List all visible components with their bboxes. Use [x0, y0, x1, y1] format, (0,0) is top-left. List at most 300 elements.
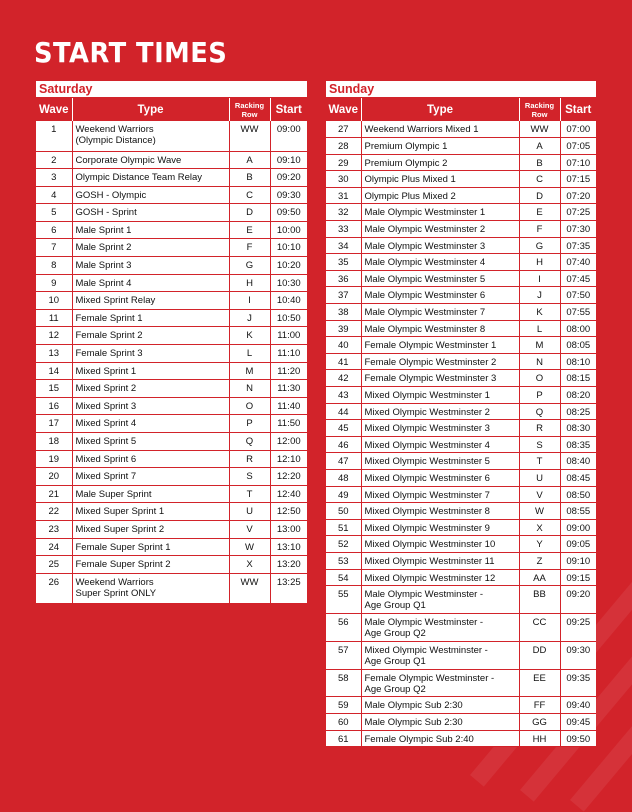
start-time-cell: 09:15 — [560, 569, 596, 586]
start-time-cell: 11:50 — [270, 415, 307, 433]
type-cell: Mixed Sprint 3 — [72, 397, 229, 415]
type-cell: Female Sprint 1 — [72, 309, 229, 327]
racking-row-cell: CC — [519, 613, 560, 641]
racking-row-cell: A — [519, 138, 560, 155]
racking-row-cell: U — [519, 469, 560, 486]
racking-row-cell: Y — [519, 536, 560, 553]
racking-row-cell: WW — [229, 573, 270, 603]
start-time-cell: 08:10 — [560, 353, 596, 370]
table-row — [326, 138, 596, 155]
start-time-cell: 08:25 — [560, 403, 596, 420]
start-time-cell: 09:00 — [560, 519, 596, 536]
type-cell: Corporate Olympic Wave — [72, 151, 229, 169]
day-title-sunday: Sunday — [326, 81, 596, 98]
saturday-table — [36, 81, 307, 604]
table-row — [326, 237, 596, 254]
wave-cell: 18 — [36, 433, 72, 451]
type-cell: Male Olympic Westminster - Age Group Q1 — [361, 586, 519, 614]
wave-cell: 36 — [326, 270, 361, 287]
table-row — [36, 327, 307, 345]
table-row — [326, 221, 596, 238]
table-row — [36, 556, 307, 574]
type-cell: Male Olympic Sub 2:30 — [361, 713, 519, 730]
table-row — [36, 468, 307, 486]
start-time-cell: 12:20 — [270, 468, 307, 486]
start-time-cell: 09:10 — [270, 151, 307, 169]
racking-row-cell: F — [229, 239, 270, 257]
type-cell: Male Olympic Westminster 7 — [361, 304, 519, 321]
wave-cell: 59 — [326, 697, 361, 714]
racking-row-cell: I — [229, 292, 270, 310]
start-time-cell: 10:50 — [270, 309, 307, 327]
wave-cell: 30 — [326, 171, 361, 188]
racking-row-cell: S — [229, 468, 270, 486]
wave-cell: 61 — [326, 730, 361, 747]
type-cell: Mixed Olympic Westminster 1 — [361, 387, 519, 404]
wave-cell: 48 — [326, 469, 361, 486]
table-row — [36, 257, 307, 275]
table-row — [326, 154, 596, 171]
racking-row-cell: B — [229, 169, 270, 187]
wave-cell: 29 — [326, 154, 361, 171]
type-cell: Weekend Warriors Mixed 1 — [361, 121, 519, 138]
header-start: Start — [270, 98, 307, 121]
racking-row-cell: R — [229, 450, 270, 468]
table-row — [36, 520, 307, 538]
table-row — [326, 436, 596, 453]
start-time-cell: 07:45 — [560, 270, 596, 287]
racking-row-cell: C — [519, 171, 560, 188]
racking-row-cell: Z — [519, 552, 560, 569]
racking-row-cell: Q — [229, 433, 270, 451]
type-cell: Mixed Olympic Westminster 11 — [361, 552, 519, 569]
table-row — [36, 503, 307, 521]
start-time-cell: 07:35 — [560, 237, 596, 254]
header-type: Type — [361, 98, 519, 121]
wave-cell: 46 — [326, 436, 361, 453]
wave-cell: 44 — [326, 403, 361, 420]
type-cell: GOSH - Olympic — [72, 186, 229, 204]
table-row — [326, 713, 596, 730]
wave-cell: 35 — [326, 254, 361, 271]
type-cell: Premium Olympic 2 — [361, 154, 519, 171]
wave-cell: 1 — [36, 121, 72, 151]
wave-cell: 52 — [326, 536, 361, 553]
wave-cell: 19 — [36, 450, 72, 468]
racking-row-cell: J — [229, 309, 270, 327]
start-time-cell: 07:50 — [560, 287, 596, 304]
type-cell: Mixed Olympic Westminster 12 — [361, 569, 519, 586]
type-cell: Mixed Sprint 5 — [72, 433, 229, 451]
racking-row-cell: S — [519, 436, 560, 453]
type-cell: Mixed Olympic Westminster 4 — [361, 436, 519, 453]
header-wave: Wave — [326, 98, 361, 121]
type-cell: Mixed Super Sprint 1 — [72, 503, 229, 521]
type-cell: Olympic Plus Mixed 2 — [361, 187, 519, 204]
wave-cell: 47 — [326, 453, 361, 470]
wave-cell: 12 — [36, 327, 72, 345]
table-row — [326, 121, 596, 138]
racking-row-cell: G — [229, 257, 270, 275]
racking-row-cell: GG — [519, 713, 560, 730]
start-time-cell: 10:00 — [270, 221, 307, 239]
wave-cell: 54 — [326, 569, 361, 586]
type-cell: Male Sprint 2 — [72, 239, 229, 257]
start-time-cell: 11:40 — [270, 397, 307, 415]
start-time-cell: 09:25 — [560, 613, 596, 641]
table-row — [36, 274, 307, 292]
type-cell: Mixed Olympic Westminster - Age Group Q1 — [361, 641, 519, 669]
racking-row-cell: C — [229, 186, 270, 204]
wave-cell: 27 — [326, 121, 361, 138]
header-start: Start — [560, 98, 596, 121]
table-row — [36, 485, 307, 503]
racking-row-cell: H — [229, 274, 270, 292]
start-time-cell: 12:50 — [270, 503, 307, 521]
wave-cell: 34 — [326, 237, 361, 254]
type-cell: Male Olympic Westminster - Age Group Q2 — [361, 613, 519, 641]
racking-row-cell: P — [229, 415, 270, 433]
table-row — [326, 453, 596, 470]
table-row — [326, 403, 596, 420]
racking-row-cell: G — [519, 237, 560, 254]
racking-row-cell: O — [229, 397, 270, 415]
type-cell: GOSH - Sprint — [72, 204, 229, 222]
racking-row-cell: DD — [519, 641, 560, 669]
start-time-cell: 11:00 — [270, 327, 307, 345]
table-row — [326, 254, 596, 271]
page-title: START TIMES — [34, 36, 228, 69]
table-row — [36, 573, 307, 603]
racking-row-cell: N — [519, 353, 560, 370]
table-row — [326, 387, 596, 404]
start-time-cell: 08:20 — [560, 387, 596, 404]
table-row — [36, 151, 307, 169]
wave-cell: 25 — [36, 556, 72, 574]
wave-cell: 49 — [326, 486, 361, 503]
racking-row-cell: M — [229, 362, 270, 380]
table-row — [326, 503, 596, 520]
table-row — [326, 569, 596, 586]
racking-row-cell: BB — [519, 586, 560, 614]
table-row — [326, 420, 596, 437]
racking-row-cell: T — [229, 485, 270, 503]
racking-row-cell: L — [229, 345, 270, 363]
start-time-cell: 08:55 — [560, 503, 596, 520]
racking-row-cell: T — [519, 453, 560, 470]
wave-cell: 56 — [326, 613, 361, 641]
header-racking-row: Racking Row — [519, 98, 560, 121]
racking-row-cell: A — [229, 151, 270, 169]
racking-row-cell: F — [519, 221, 560, 238]
type-cell: Male Olympic Westminster 6 — [361, 287, 519, 304]
type-cell: Mixed Olympic Westminster 6 — [361, 469, 519, 486]
wave-cell: 4 — [36, 186, 72, 204]
day-title-saturday: Saturday — [36, 81, 307, 98]
type-cell: Mixed Olympic Westminster 2 — [361, 403, 519, 420]
racking-row-cell: Q — [519, 403, 560, 420]
table-row — [326, 669, 596, 697]
racking-row-cell: L — [519, 320, 560, 337]
start-time-cell: 09:35 — [560, 669, 596, 697]
start-time-cell: 09:05 — [560, 536, 596, 553]
table-row — [326, 337, 596, 354]
racking-row-cell: AA — [519, 569, 560, 586]
wave-cell: 6 — [36, 221, 72, 239]
wave-cell: 24 — [36, 538, 72, 556]
start-time-cell: 07:30 — [560, 221, 596, 238]
racking-row-cell: H — [519, 254, 560, 271]
wave-cell: 37 — [326, 287, 361, 304]
racking-row-cell: D — [519, 187, 560, 204]
type-cell: Olympic Plus Mixed 1 — [361, 171, 519, 188]
wave-cell: 14 — [36, 362, 72, 380]
table-row — [326, 353, 596, 370]
start-time-cell: 11:30 — [270, 380, 307, 398]
type-cell: Male Olympic Westminster 3 — [361, 237, 519, 254]
table-row — [36, 121, 307, 151]
racking-row-cell: R — [519, 420, 560, 437]
start-time-cell: 09:20 — [270, 169, 307, 187]
start-time-cell: 10:30 — [270, 274, 307, 292]
start-time-cell: 07:15 — [560, 171, 596, 188]
start-time-cell: 10:40 — [270, 292, 307, 310]
type-cell: Mixed Sprint Relay — [72, 292, 229, 310]
start-time-cell: 07:00 — [560, 121, 596, 138]
wave-cell: 10 — [36, 292, 72, 310]
racking-row-cell: FF — [519, 697, 560, 714]
start-time-cell: 09:00 — [270, 121, 307, 151]
start-time-cell: 09:50 — [270, 204, 307, 222]
wave-cell: 16 — [36, 397, 72, 415]
type-cell: Mixed Olympic Westminster 8 — [361, 503, 519, 520]
wave-cell: 50 — [326, 503, 361, 520]
wave-cell: 53 — [326, 552, 361, 569]
table-row — [36, 221, 307, 239]
start-time-cell: 11:20 — [270, 362, 307, 380]
wave-cell: 39 — [326, 320, 361, 337]
table-row — [36, 239, 307, 257]
wave-cell: 28 — [326, 138, 361, 155]
wave-cell: 42 — [326, 370, 361, 387]
table-row — [36, 204, 307, 222]
start-time-cell: 10:10 — [270, 239, 307, 257]
start-time-cell: 09:40 — [560, 697, 596, 714]
type-cell: Female Olympic Westminster 3 — [361, 370, 519, 387]
racking-row-cell: V — [229, 520, 270, 538]
racking-row-cell: P — [519, 387, 560, 404]
start-time-cell: 09:30 — [560, 641, 596, 669]
table-row — [326, 519, 596, 536]
start-time-cell: 08:40 — [560, 453, 596, 470]
wave-cell: 7 — [36, 239, 72, 257]
racking-row-cell: V — [519, 486, 560, 503]
type-cell: Female Olympic Westminster 2 — [361, 353, 519, 370]
racking-row-cell: E — [229, 221, 270, 239]
type-cell: Weekend Warriors (Olympic Distance) — [72, 121, 229, 151]
type-cell: Male Olympic Sub 2:30 — [361, 697, 519, 714]
start-time-cell: 13:25 — [270, 573, 307, 603]
type-cell: Mixed Olympic Westminster 5 — [361, 453, 519, 470]
racking-row-cell: K — [519, 304, 560, 321]
table-row — [36, 415, 307, 433]
racking-row-cell: WW — [519, 121, 560, 138]
wave-cell: 60 — [326, 713, 361, 730]
table-row — [36, 292, 307, 310]
type-cell: Mixed Sprint 6 — [72, 450, 229, 468]
start-time-cell: 07:05 — [560, 138, 596, 155]
type-cell: Male Olympic Westminster 1 — [361, 204, 519, 221]
type-cell: Mixed Super Sprint 2 — [72, 520, 229, 538]
racking-row-cell: K — [229, 327, 270, 345]
start-time-cell: 07:20 — [560, 187, 596, 204]
racking-row-cell: W — [519, 503, 560, 520]
table-row — [36, 538, 307, 556]
type-cell: Female Olympic Sub 2:40 — [361, 730, 519, 747]
start-time-cell: 08:50 — [560, 486, 596, 503]
wave-cell: 33 — [326, 221, 361, 238]
table-row — [326, 586, 596, 614]
start-time-cell: 08:00 — [560, 320, 596, 337]
type-cell: Male Olympic Westminster 5 — [361, 270, 519, 287]
wave-cell: 38 — [326, 304, 361, 321]
table-row — [326, 730, 596, 747]
wave-cell: 13 — [36, 345, 72, 363]
type-cell: Premium Olympic 1 — [361, 138, 519, 155]
table-row — [326, 697, 596, 714]
start-time-cell: 09:10 — [560, 552, 596, 569]
start-time-cell: 07:25 — [560, 204, 596, 221]
table-row — [326, 287, 596, 304]
table-row — [36, 345, 307, 363]
type-cell: Male Sprint 3 — [72, 257, 229, 275]
wave-cell: 8 — [36, 257, 72, 275]
table-row — [326, 536, 596, 553]
racking-row-cell: J — [519, 287, 560, 304]
type-cell: Mixed Olympic Westminster 9 — [361, 519, 519, 536]
racking-row-cell: E — [519, 204, 560, 221]
start-time-cell: 13:00 — [270, 520, 307, 538]
type-cell: Female Sprint 3 — [72, 345, 229, 363]
start-time-cell: 08:35 — [560, 436, 596, 453]
racking-row-cell: B — [519, 154, 560, 171]
table-row — [326, 304, 596, 321]
wave-cell: 20 — [36, 468, 72, 486]
wave-cell: 23 — [36, 520, 72, 538]
table-row — [36, 380, 307, 398]
start-time-cell: 09:45 — [560, 713, 596, 730]
type-cell: Female Super Sprint 2 — [72, 556, 229, 574]
wave-cell: 3 — [36, 169, 72, 187]
type-cell: Mixed Sprint 2 — [72, 380, 229, 398]
racking-row-cell: X — [229, 556, 270, 574]
start-time-cell: 08:05 — [560, 337, 596, 354]
racking-row-cell: M — [519, 337, 560, 354]
header-wave: Wave — [36, 98, 72, 121]
table-row — [36, 309, 307, 327]
table-row — [36, 433, 307, 451]
wave-cell: 11 — [36, 309, 72, 327]
wave-cell: 57 — [326, 641, 361, 669]
wave-cell: 26 — [36, 573, 72, 603]
wave-cell: 45 — [326, 420, 361, 437]
type-cell: Male Super Sprint — [72, 485, 229, 503]
table-row — [36, 362, 307, 380]
sunday-table — [326, 81, 596, 747]
wave-cell: 32 — [326, 204, 361, 221]
wave-cell: 15 — [36, 380, 72, 398]
wave-cell: 5 — [36, 204, 72, 222]
type-cell: Mixed Olympic Westminster 10 — [361, 536, 519, 553]
table-row — [326, 370, 596, 387]
header-type: Type — [72, 98, 229, 121]
table-row — [326, 469, 596, 486]
table-row — [36, 450, 307, 468]
start-time-cell: 08:45 — [560, 469, 596, 486]
type-cell: Mixed Olympic Westminster 7 — [361, 486, 519, 503]
racking-row-cell: I — [519, 270, 560, 287]
table-row — [326, 187, 596, 204]
table-row — [326, 641, 596, 669]
wave-cell: 31 — [326, 187, 361, 204]
table-row — [36, 169, 307, 187]
type-cell: Mixed Sprint 7 — [72, 468, 229, 486]
racking-row-cell: W — [229, 538, 270, 556]
racking-row-cell: EE — [519, 669, 560, 697]
racking-row-cell: X — [519, 519, 560, 536]
start-time-cell: 07:10 — [560, 154, 596, 171]
table-row — [326, 613, 596, 641]
racking-row-cell: N — [229, 380, 270, 398]
wave-cell: 40 — [326, 337, 361, 354]
type-cell: Male Olympic Westminster 2 — [361, 221, 519, 238]
type-cell: Male Sprint 4 — [72, 274, 229, 292]
type-cell: Olympic Distance Team Relay — [72, 169, 229, 187]
type-cell: Mixed Sprint 4 — [72, 415, 229, 433]
type-cell: Male Olympic Westminster 4 — [361, 254, 519, 271]
wave-cell: 51 — [326, 519, 361, 536]
start-time-cell: 12:00 — [270, 433, 307, 451]
table-row — [36, 186, 307, 204]
type-cell: Female Sprint 2 — [72, 327, 229, 345]
wave-cell: 21 — [36, 485, 72, 503]
type-cell: Female Olympic Westminster 1 — [361, 337, 519, 354]
start-time-cell: 09:50 — [560, 730, 596, 747]
wave-cell: 43 — [326, 387, 361, 404]
table-row — [326, 486, 596, 503]
table-row — [326, 320, 596, 337]
start-time-cell: 11:10 — [270, 345, 307, 363]
racking-row-cell: HH — [519, 730, 560, 747]
start-time-cell: 07:40 — [560, 254, 596, 271]
start-time-cell: 10:20 — [270, 257, 307, 275]
start-time-cell: 13:20 — [270, 556, 307, 574]
type-cell: Female Super Sprint 1 — [72, 538, 229, 556]
wave-cell: 58 — [326, 669, 361, 697]
start-time-cell: 13:10 — [270, 538, 307, 556]
wave-cell: 2 — [36, 151, 72, 169]
start-time-cell: 09:30 — [270, 186, 307, 204]
wave-cell: 55 — [326, 586, 361, 614]
type-cell: Male Sprint 1 — [72, 221, 229, 239]
start-time-cell: 08:30 — [560, 420, 596, 437]
type-cell: Mixed Olympic Westminster 3 — [361, 420, 519, 437]
wave-cell: 17 — [36, 415, 72, 433]
type-cell: Female Olympic Westminster - Age Group Q2 — [361, 669, 519, 697]
table-row — [326, 270, 596, 287]
type-cell: Mixed Sprint 1 — [72, 362, 229, 380]
wave-cell: 22 — [36, 503, 72, 521]
